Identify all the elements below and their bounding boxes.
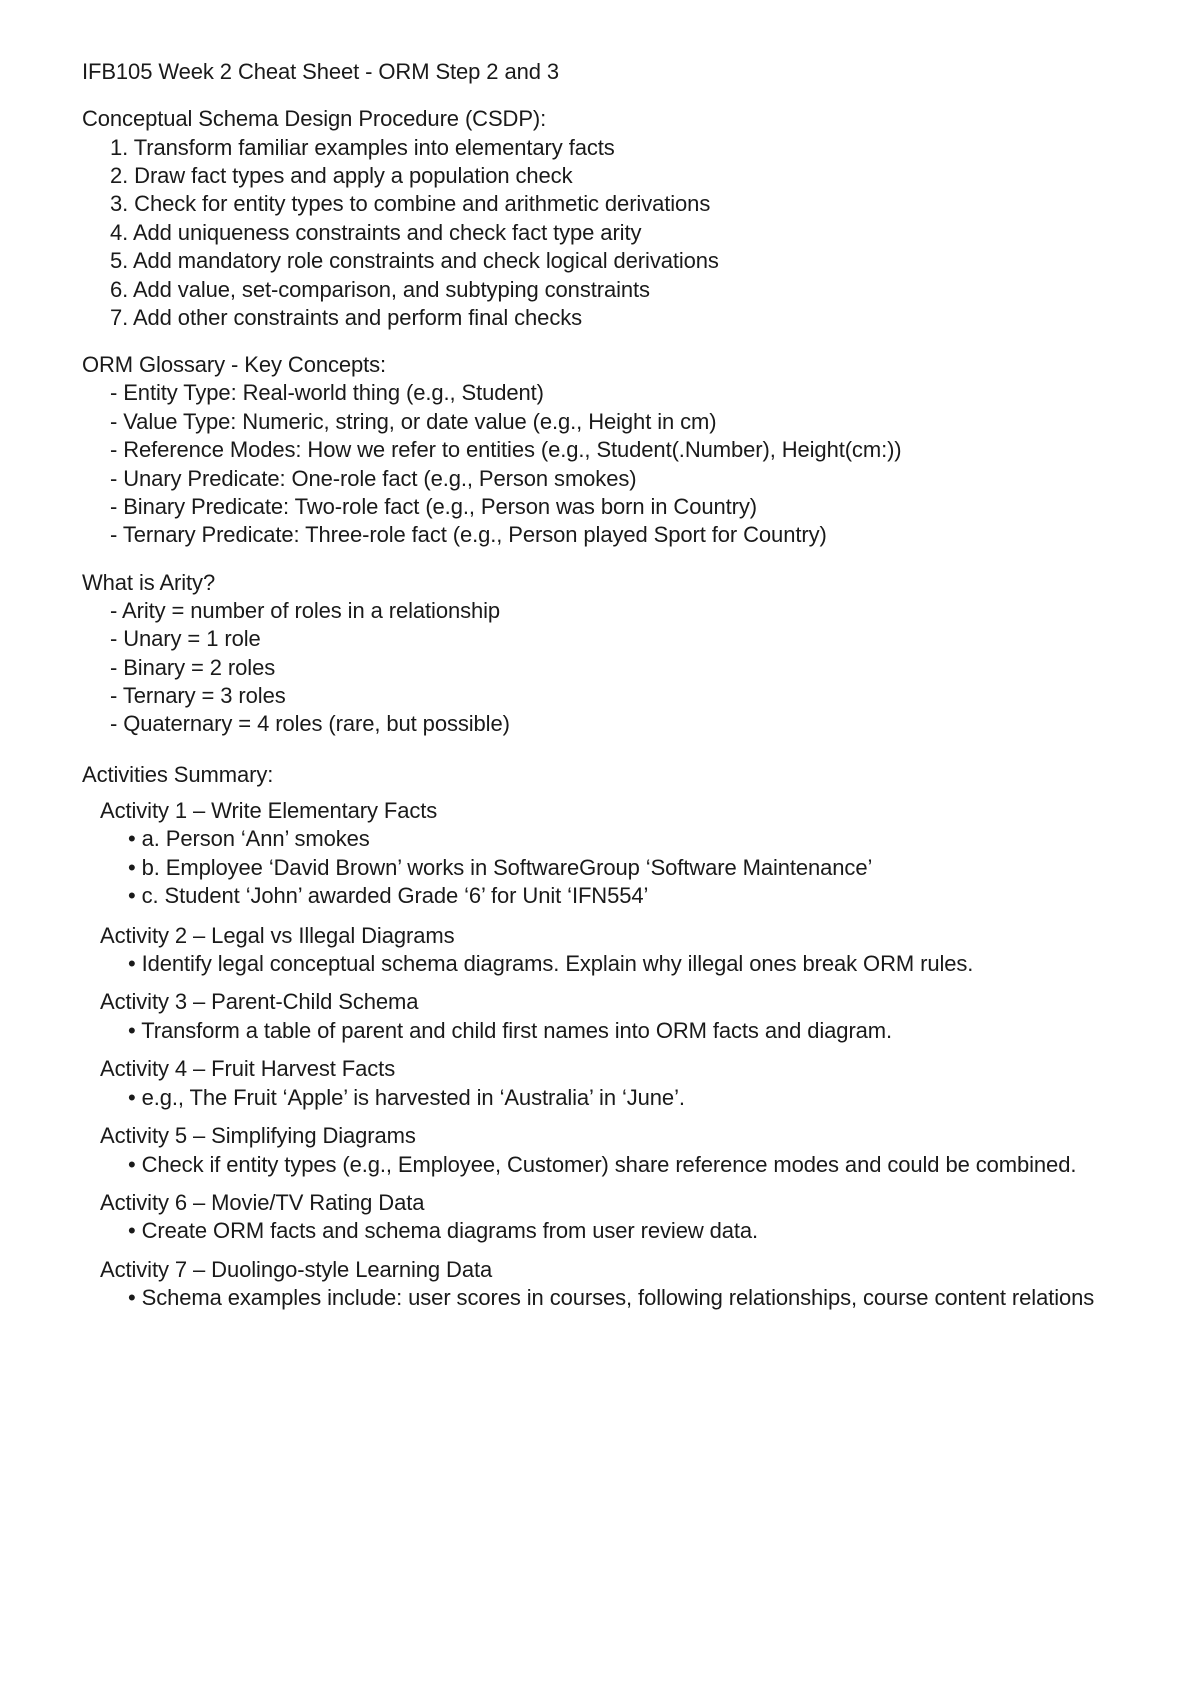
arity-item: - Arity = number of roles in a relationship: [110, 598, 501, 623]
csdp-step: 6. Add value, set-comparison, and subtyping constraints: [110, 277, 650, 302]
csdp-step: 2. Draw fact types and apply a population check: [110, 163, 573, 188]
arity-item: - Unary = 1 role: [110, 626, 261, 651]
activity-bullet: • Identify legal conceptual schema diagrams. Explain why illegal ones break ORM rules.: [128, 951, 974, 976]
activity-bullet: • c. Student ‘John’ awarded Grade ‘6’ for Unit ‘IFN554’: [128, 883, 649, 908]
csdp-step: 5. Add mandatory role constraints and check logical derivations: [110, 248, 719, 273]
activity-bullet: • Create ORM facts and schema diagrams from user review data.: [128, 1218, 759, 1243]
glossary-heading: ORM Glossary - Key Concepts:: [82, 352, 387, 377]
glossary-item: - Reference Modes: How we refer to entities (e.g., Student(.Number), Height(cm:)): [110, 437, 902, 462]
activity-bullet: • b. Employee ‘David Brown’ works in SoftwareGroup ‘Software Maintenance’: [128, 855, 873, 880]
csdp-step: 1. Transform familiar examples into elementary facts: [110, 135, 615, 160]
document-title: IFB105 Week 2 Cheat Sheet - ORM Step 2 and 3: [82, 59, 560, 84]
glossary-item: - Ternary Predicate: Three-role fact (e.g., Person played Sport for Country): [110, 522, 827, 547]
activity-bullet: • Check if entity types (e.g., Employee, Customer) share reference modes and could be combined.: [128, 1152, 1077, 1177]
activity-bullet: • a. Person ‘Ann’ smokes: [128, 826, 370, 851]
csdp-heading: Conceptual Schema Design Procedure (CSDP):: [82, 106, 547, 131]
csdp-step: 3. Check for entity types to combine and arithmetic derivations: [110, 191, 711, 216]
activity-bullet: • Transform a table of parent and child first names into ORM facts and diagram.: [128, 1018, 893, 1043]
glossary-item: - Unary Predicate: One-role fact (e.g., Person smokes): [110, 466, 637, 491]
activity-title: Activity 3 – Parent-Child Schema: [100, 989, 419, 1014]
arity-item: - Quaternary = 4 roles (rare, but possible): [110, 711, 510, 736]
activity-title: Activity 4 – Fruit Harvest Facts: [100, 1056, 396, 1081]
activity-title: Activity 5 – Simplifying Diagrams: [100, 1123, 416, 1148]
activity-title: Activity 6 – Movie/TV Rating Data: [100, 1190, 425, 1215]
activity-bullet: • Schema examples include: user scores in courses, following relationships, course content relations: [128, 1285, 1095, 1310]
csdp-step: 7. Add other constraints and perform final checks: [110, 305, 583, 330]
activities-heading: Activities Summary:: [82, 762, 274, 787]
activity-title: Activity 2 – Legal vs Illegal Diagrams: [100, 923, 455, 948]
arity-heading: What is Arity?: [82, 570, 216, 595]
glossary-item: - Value Type: Numeric, string, or date value (e.g., Height in cm): [110, 409, 717, 434]
activity-bullet: • e.g., The Fruit ‘Apple’ is harvested in ‘Australia’ in ‘June’.: [128, 1085, 685, 1110]
glossary-item: - Binary Predicate: Two-role fact (e.g., Person was born in Country): [110, 494, 757, 519]
activity-title: Activity 1 – Write Elementary Facts: [100, 798, 438, 823]
arity-item: - Binary = 2 roles: [110, 655, 276, 680]
arity-item: - Ternary = 3 roles: [110, 683, 286, 708]
activity-title: Activity 7 – Duolingo-style Learning Data: [100, 1257, 493, 1282]
glossary-item: - Entity Type: Real-world thing (e.g., Student): [110, 380, 544, 405]
csdp-step: 4. Add uniqueness constraints and check fact type arity: [110, 220, 642, 245]
